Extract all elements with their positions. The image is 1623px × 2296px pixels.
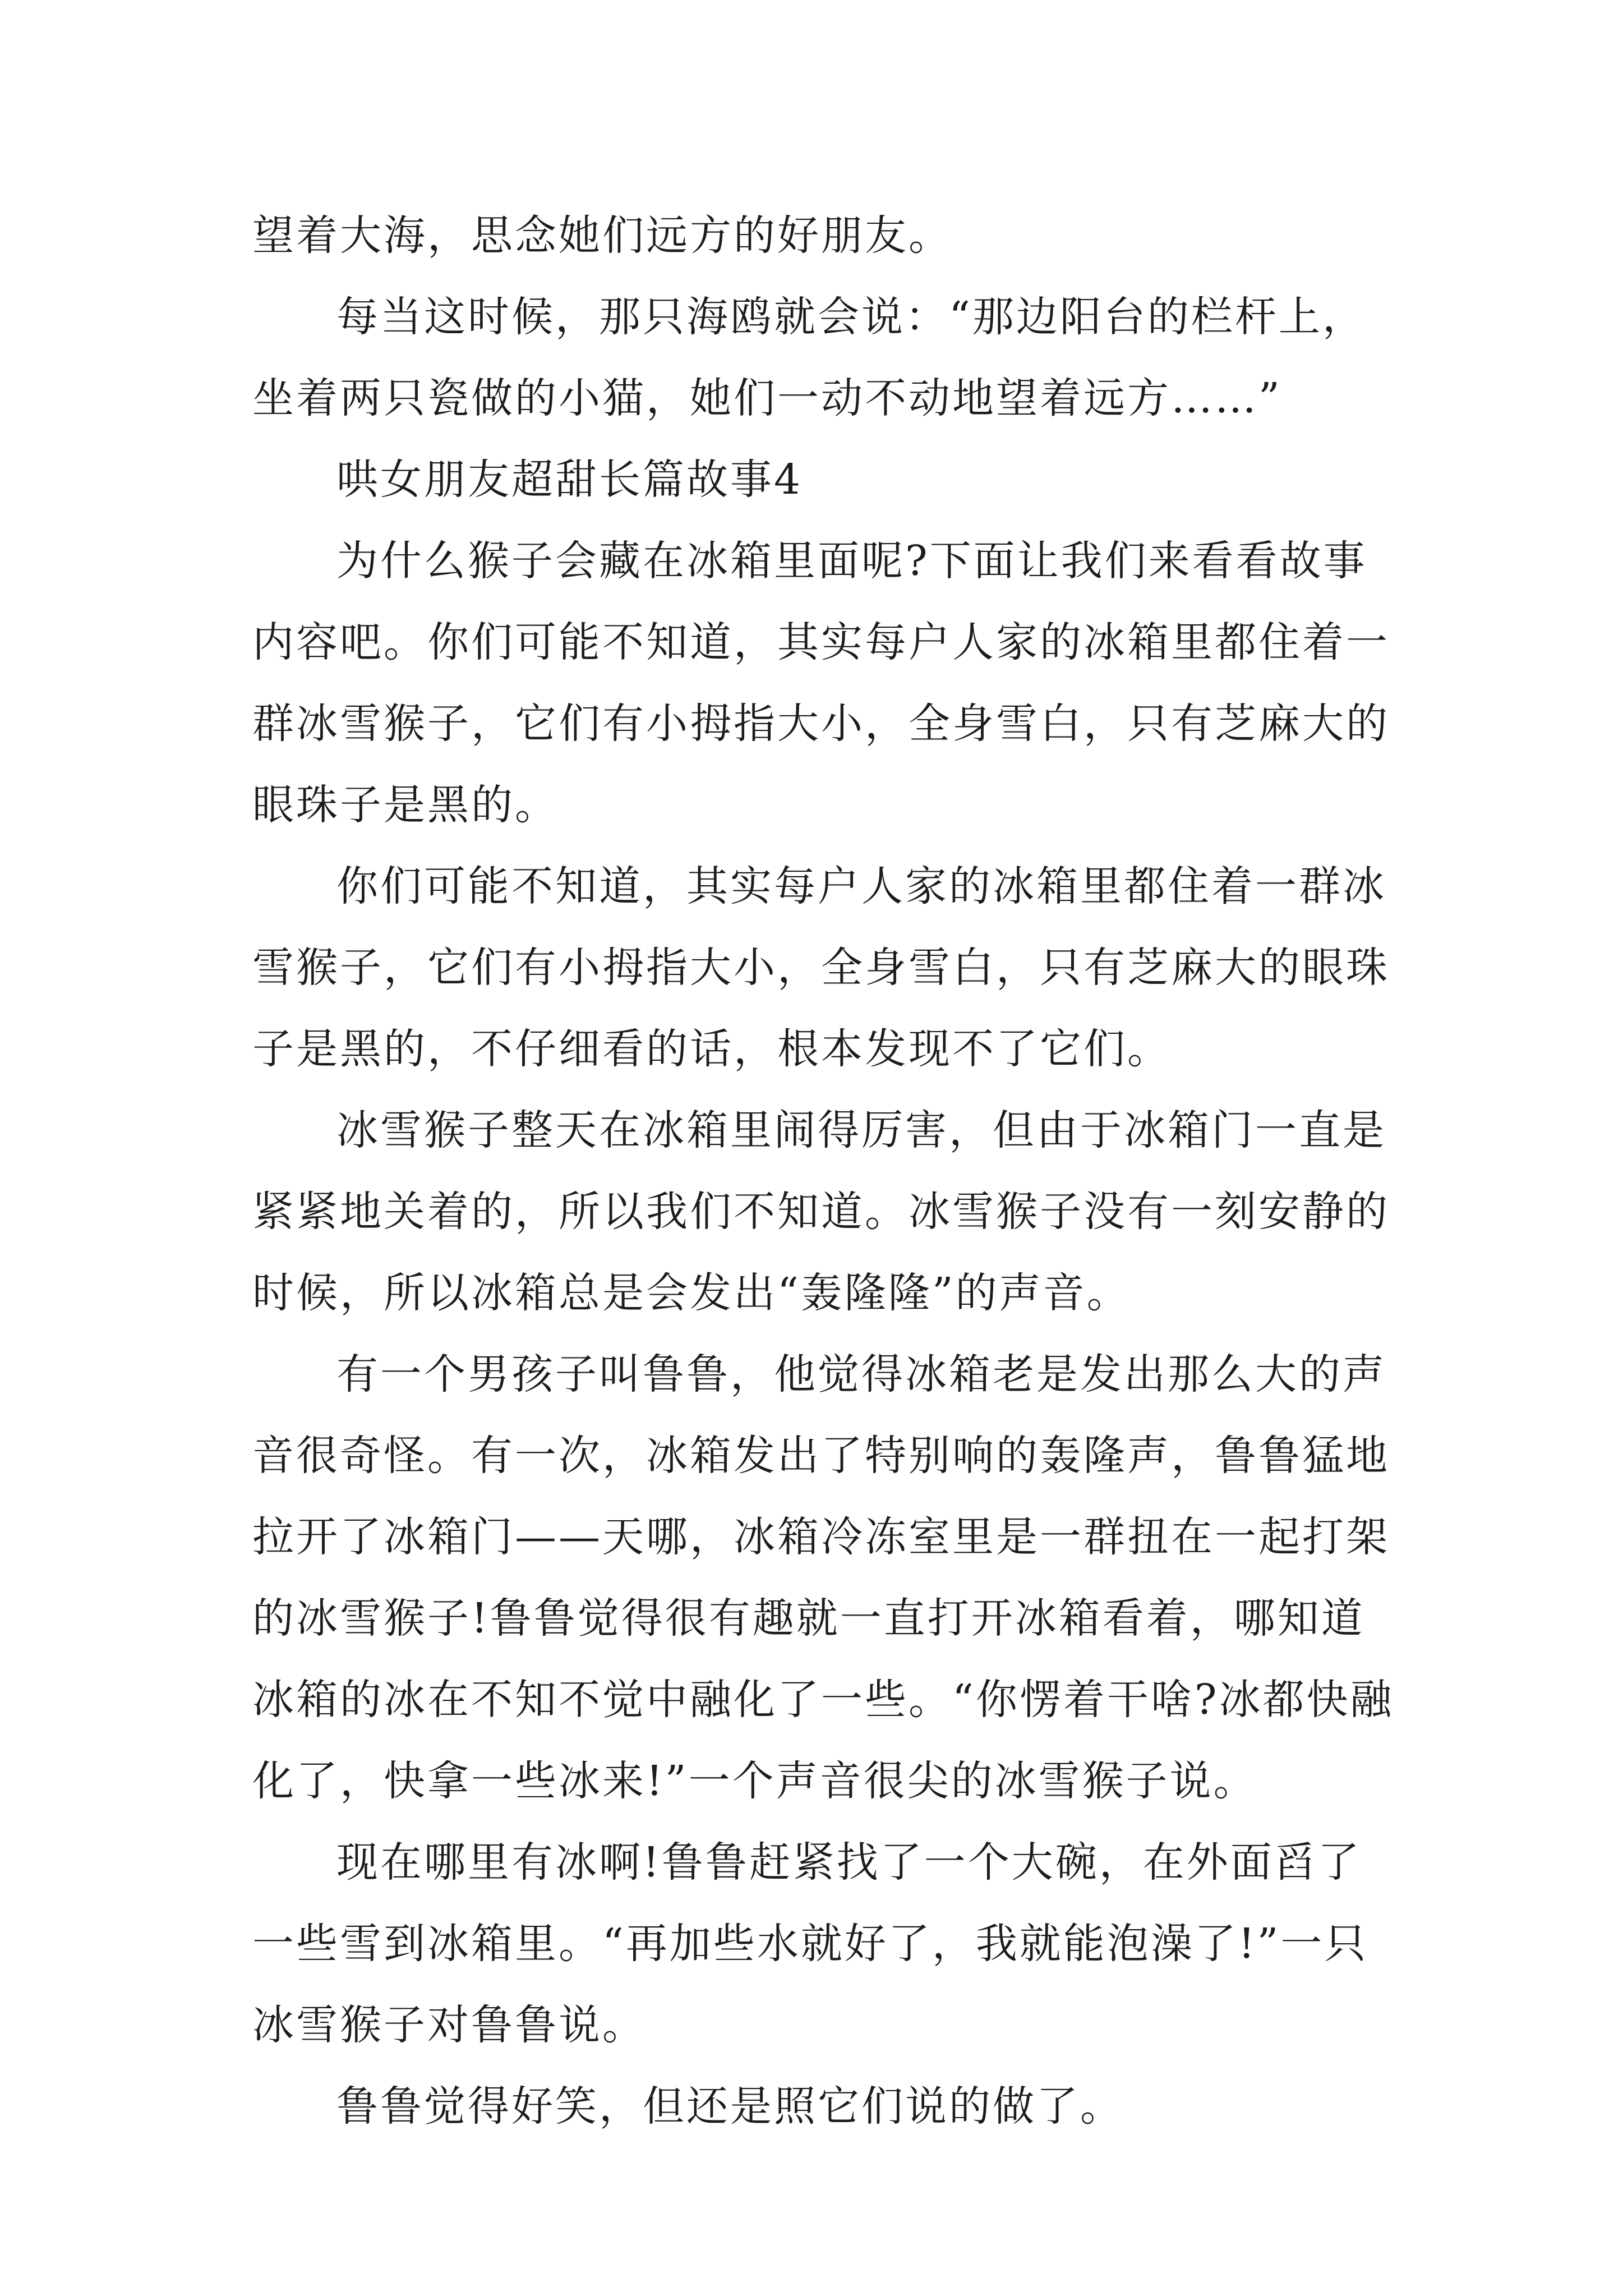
- text-line: 每当这时候，那只海鸥就会说：“那边阳台的栏杆上，: [336, 293, 1366, 341]
- text-line: 望着大海，思念她们远方的好朋友。: [252, 211, 952, 260]
- text-line: 音很奇怪。有一次，冰箱发出了特别响的轰隆声，鲁鲁猛地: [252, 1432, 1390, 1480]
- text-line: 现在哪里有冰啊!鲁鲁赶紧找了一个大碗，在外面舀了: [336, 1838, 1362, 1887]
- text-line: 冰雪猴子对鲁鲁说。: [252, 2001, 646, 2049]
- text-line: 雪猴子，它们有小拇指大小，全身雪白，只有芝麻大的眼珠: [252, 944, 1390, 992]
- text-line: 群冰雪猴子，它们有小拇指大小，全身雪白，只有芝麻大的: [252, 700, 1390, 748]
- text-line: 冰雪猴子整天在冰箱里闹得厉害，但由于冰箱门一直是: [336, 1106, 1386, 1154]
- text-line: 你们可能不知道，其实每户人家的冰箱里都住着一群冰: [336, 862, 1386, 910]
- text-line: 一些雪到冰箱里。“再加些水就好了，我就能泡澡了!”一只: [252, 1920, 1368, 1968]
- text-line: 的冰雪猴子!鲁鲁觉得很有趣就一直打开冰箱看着，哪知道: [252, 1594, 1365, 1642]
- section-heading: 哄女朋友超甜长篇故事4: [336, 455, 803, 504]
- text-line: 冰箱的冰在不知不觉中融化了一些。“你愣着干啥?冰都快融: [252, 1676, 1394, 1724]
- text-line: 内容吧。你们可能不知道，其实每户人家的冰箱里都住着一: [252, 618, 1390, 666]
- text-line: 鲁鲁觉得好笑，但还是照它们说的做了。: [336, 2082, 1124, 2131]
- text-line: 拉开了冰箱门——天哪，冰箱冷冻室里是一群扭在一起打架: [252, 1513, 1390, 1561]
- text-line: 化了，快拿一些冰来!”一个声音很尖的冰雪猴子说。: [252, 1757, 1257, 1805]
- text-line: 紧紧地关着的，所以我们不知道。冰雪猴子没有一刻安静的: [252, 1188, 1390, 1236]
- text-line: 子是黑的，不仔细看的话，根本发现不了它们。: [252, 1025, 1171, 1073]
- text-line: 为什么猴子会藏在冰箱里面呢?下面让我们来看看故事: [336, 537, 1367, 585]
- text-line: 坐着两只瓷做的小猫，她们一动不动地望着远方……”: [252, 374, 1282, 422]
- text-line: 有一个男孩子叫鲁鲁，他觉得冰箱老是发出那么大的声: [336, 1350, 1386, 1398]
- text-line: 时候，所以冰箱总是会发出“轰隆隆”的声音。: [252, 1269, 1131, 1317]
- text-line: 眼珠子是黑的。: [252, 781, 559, 829]
